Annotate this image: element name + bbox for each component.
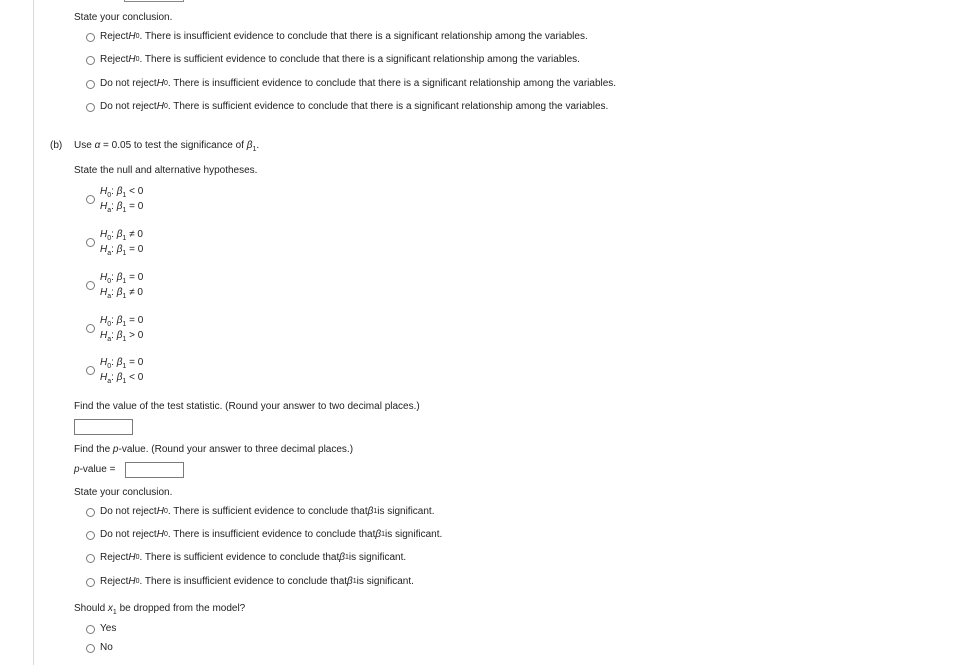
part-a-option-4[interactable]: Do not reject H 0 . There is sufficient evidence to conclude that there is a significant relationship among the variables.	[86, 100, 608, 114]
part-b-conclusion-prompt: State your conclusion.	[74, 487, 173, 498]
pvalue-prompt: Find the p-value. (Round your answer to three decimal places.)	[74, 444, 354, 455]
drop-option-no[interactable]: No	[86, 641, 113, 655]
null-hypothesis: $H_0$: $\beta_1 = 0$	[100, 315, 144, 328]
radio-button[interactable]	[86, 238, 95, 247]
radio-button[interactable]	[86, 103, 95, 112]
radio-button[interactable]	[86, 366, 95, 375]
alternative-hypothesis: $H_a$: $\beta_1 > 0$	[100, 330, 144, 343]
radio-button[interactable]	[86, 56, 95, 65]
left-margin-rule	[33, 0, 34, 665]
alternative-hypothesis: $H_a$: $\beta_1 < 0$	[100, 372, 144, 385]
drop-variable-question: Should $x_1$ be dropped from the model?	[74, 603, 246, 616]
radio-button[interactable]	[86, 281, 95, 290]
part-a-conclusion-prompt: State your conclusion.	[74, 12, 173, 23]
drop-option-yes[interactable]: Yes	[86, 622, 116, 636]
radio-button[interactable]	[86, 625, 95, 634]
radio-button[interactable]	[86, 508, 95, 517]
radio-button[interactable]	[86, 324, 95, 333]
pvalue-input[interactable]	[125, 462, 184, 478]
previous-answer-input-edge[interactable]	[124, 0, 184, 2]
radio-button[interactable]	[86, 33, 95, 42]
radio-button[interactable]	[86, 80, 95, 89]
part-b-conclusion-2[interactable]: Do not reject H 0 . There is insufficient evidence to conclude that β 1 is significant.	[86, 528, 442, 542]
part-b-conclusion-3[interactable]: Reject H 0 . There is sufficient evidence to conclude that β 1 is significant.	[86, 551, 406, 565]
alternative-hypothesis: $H_a$: $\beta_1 = 0$	[100, 244, 144, 257]
test-statistic-prompt: Find the value of the test statistic. (Round your answer to two decimal places.)	[74, 401, 420, 412]
alternative-hypothesis: $H_a$: $\beta_1 = 0$	[100, 201, 144, 214]
part-a-option-2[interactable]: Reject H 0 . There is sufficient evidence to conclude that there is a significant relationship among the variables.	[86, 53, 580, 67]
hypotheses-prompt: State the null and alternative hypotheses.	[74, 165, 258, 176]
radio-button[interactable]	[86, 578, 95, 587]
null-hypothesis: $H_0$: $\beta_1 < 0$	[100, 186, 144, 199]
null-hypothesis: $H_0$: $\beta_1 = 0$	[100, 272, 144, 285]
alternative-hypothesis: $H_a$: $\beta_1 \ne 0$	[100, 287, 143, 300]
part-b-alpha-instruction: Use α = 0.05 to test the significance of $\beta_1$.	[74, 140, 260, 153]
radio-button[interactable]	[86, 195, 95, 204]
radio-button[interactable]	[86, 531, 95, 540]
radio-button[interactable]	[86, 644, 95, 653]
part-b-conclusion-1[interactable]: Do not reject H 0 . There is sufficient evidence to conclude that β 1 is significant.	[86, 505, 434, 519]
pvalue-label: p-value =	[74, 464, 116, 475]
part-b-label: (b)	[50, 140, 63, 151]
part-a-option-3[interactable]: Do not reject H 0 . There is insufficient evidence to conclude that there is a significant relationship among the variables.	[86, 77, 616, 91]
part-b-conclusion-4[interactable]: Reject H 0 . There is insufficient evidence to conclude that β 1 is significant.	[86, 575, 414, 589]
test-statistic-input[interactable]	[74, 419, 133, 435]
radio-button[interactable]	[86, 554, 95, 563]
null-hypothesis: $H_0$: $\beta_1 \ne 0$	[100, 229, 143, 242]
null-hypothesis: $H_0$: $\beta_1 = 0$	[100, 357, 144, 370]
part-a-option-1[interactable]: Reject H 0 . There is insufficient evidence to conclude that there is a significant relationship among the variables.	[86, 30, 588, 44]
